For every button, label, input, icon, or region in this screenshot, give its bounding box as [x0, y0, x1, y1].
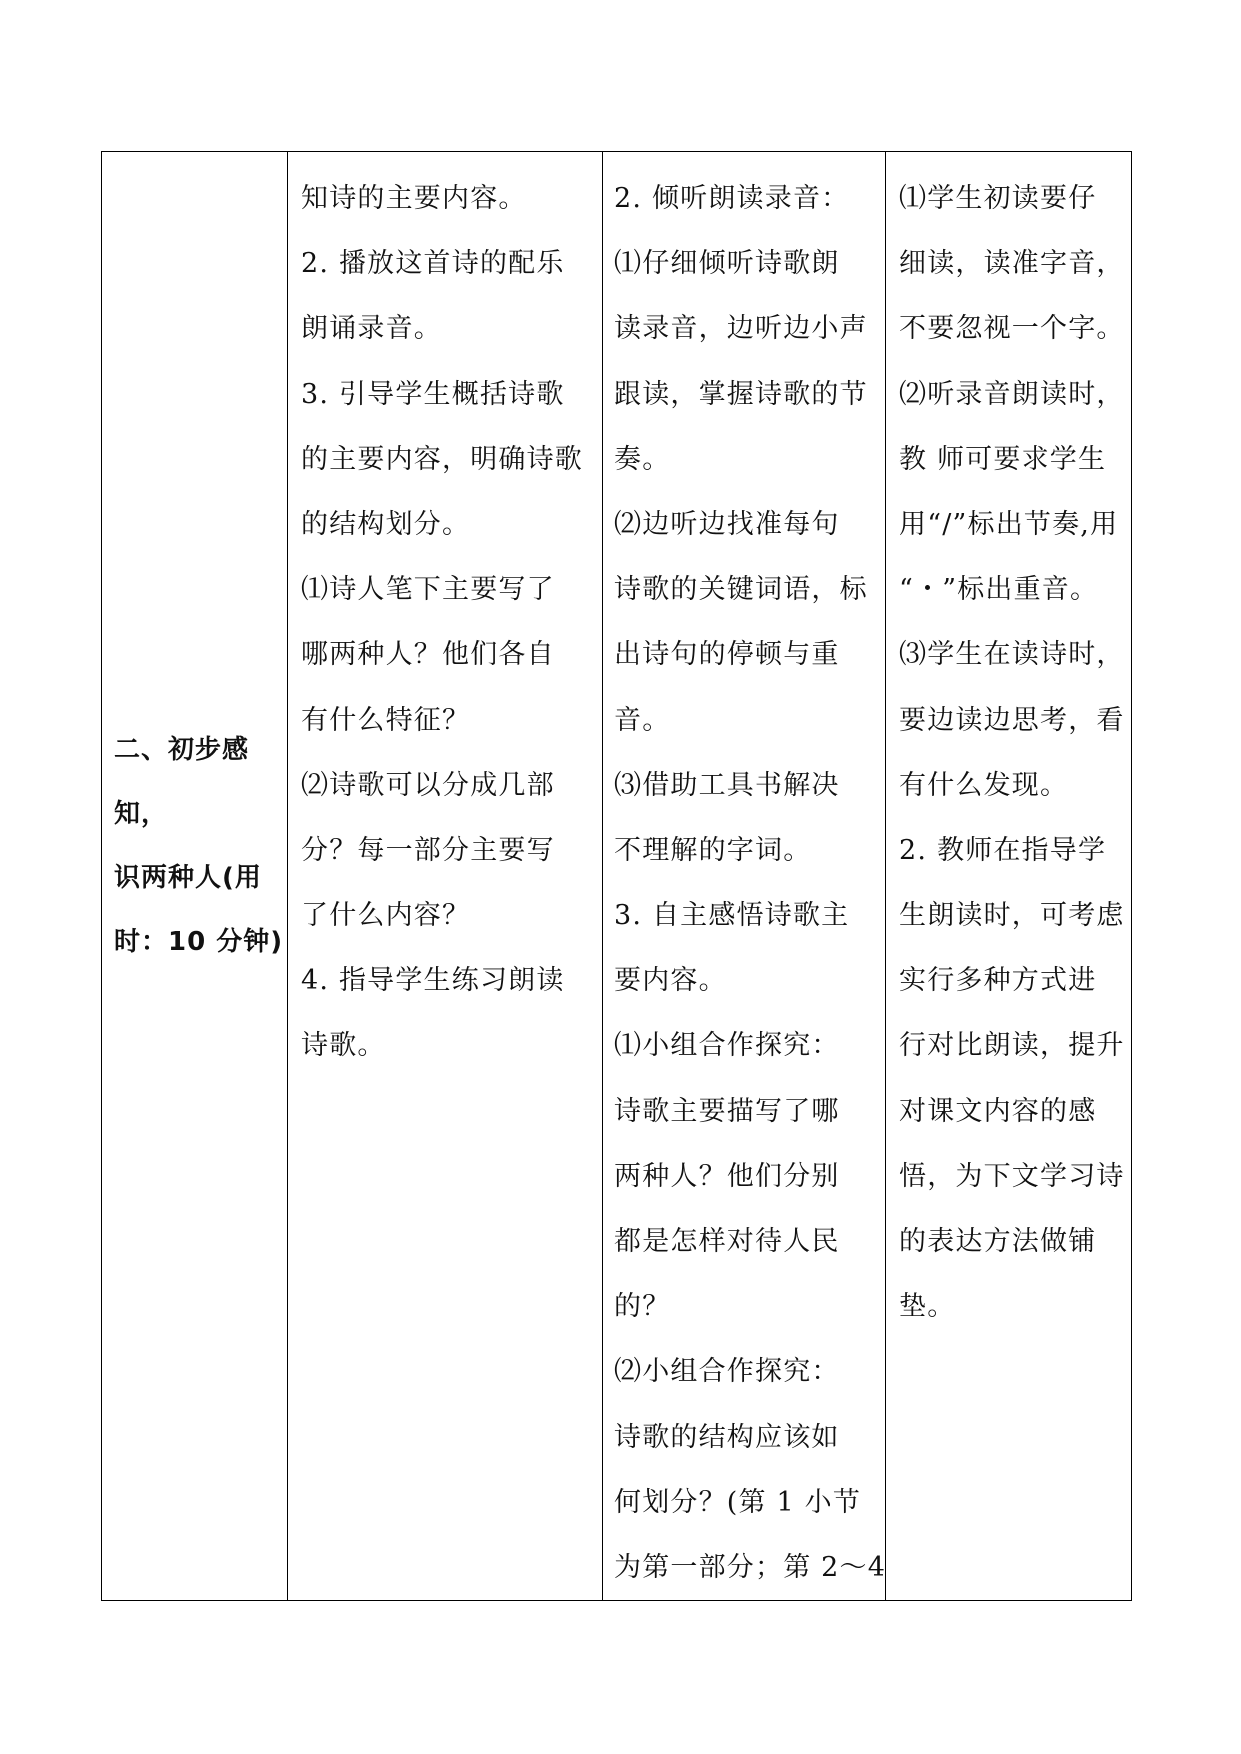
student-activity-text: [603, 152, 885, 1600]
text-line: ⑶学生在读诗时，: [899, 639, 1125, 671]
text-line: 了什么内容？: [301, 900, 471, 932]
text-line: 悟，为下文学习诗: [899, 1160, 1125, 1192]
text-line: 有什么发现。: [899, 769, 1069, 801]
table-row: [102, 152, 1132, 1601]
text-line: 诗歌。: [301, 1030, 386, 1062]
text-line: 分？每一部分主要写: [301, 834, 555, 866]
text-line: ⑴仔细倾听诗歌朗: [614, 248, 840, 280]
text-line: 4. 指导学生练习朗读: [301, 965, 565, 997]
text-line: 不理解的字词。: [614, 834, 812, 866]
text-line: ⑵小组合作探究：: [614, 1356, 840, 1388]
text-line: 何划分？(第 1 小节: [614, 1486, 862, 1518]
student-activity-cell: [603, 152, 886, 1601]
text-line: 两种人？他们分别: [614, 1160, 840, 1192]
section-title-line: 二、初步感知，: [114, 735, 250, 830]
notes-cell: [886, 152, 1132, 1601]
text-line: ⑵诗歌可以分成几部: [301, 769, 555, 801]
text-line: 用“/”标出节奏,用: [899, 508, 1119, 540]
text-line: 2. 倾听朗读录音：: [614, 183, 850, 214]
text-line: 诗歌的关键词语，标: [614, 574, 868, 606]
section-title-line: 时：10 分钟): [114, 927, 284, 958]
text-line: 2. 播放这首诗的配乐: [301, 248, 565, 280]
text-line: 的主要内容，明确诗歌: [301, 443, 583, 475]
text-line: ⑴诗人笔下主要写了: [301, 574, 555, 606]
text-line: 音。: [614, 704, 671, 736]
text-line: 不要忽视一个字。: [899, 313, 1125, 345]
text-line: 的表达方法做铺: [899, 1226, 1097, 1257]
teacher-activity-text: [288, 152, 602, 1079]
text-line: 朗诵录音。: [301, 313, 442, 345]
text-line: 3. 引导学生概括诗歌: [301, 378, 565, 410]
text-line: ⑶借助工具书解决: [614, 769, 840, 801]
text-line: 生朗读时，可考虑: [899, 900, 1125, 932]
text-line: 跟读，掌握诗歌的节: [614, 378, 868, 410]
text-line: 要边读边思考，看: [899, 704, 1125, 736]
text-line: 诗歌主要描写了哪: [614, 1095, 840, 1127]
text-line: 对课文内容的感: [899, 1095, 1097, 1127]
section-title-line: 识两种人(用: [114, 863, 262, 894]
text-line: 出诗句的停顿与重: [614, 639, 840, 671]
text-line: 都是怎样对待人民: [614, 1226, 840, 1257]
text-line: 读录音，边听边小声: [614, 313, 868, 345]
text-line: 哪两种人？他们各自: [301, 639, 555, 671]
text-line: 要内容。: [614, 965, 727, 997]
text-line: ⑵边听边找准每句: [614, 508, 840, 540]
text-line: ⑵听录音朗读时，: [899, 378, 1125, 410]
text-line: ⑴学生初读要仔: [899, 183, 1097, 214]
text-line: 为第一部分；第 2～4: [614, 1551, 887, 1583]
text-line: 3. 自主感悟诗歌主: [614, 900, 850, 932]
teacher-activity-cell: [288, 152, 603, 1601]
text-line: “・”标出重音。: [899, 574, 1099, 606]
lesson-plan-table: [101, 151, 1132, 1601]
text-line: 行对比朗读，提升: [899, 1030, 1125, 1062]
section-title-cell: [102, 152, 288, 1601]
text-line: 的结构划分。: [301, 508, 471, 540]
notes-text: [886, 152, 1131, 1339]
text-line: 有什么特征？: [301, 704, 471, 736]
text-line: 细读，读准字音，: [899, 248, 1125, 280]
text-line: 教 师可要求学生: [899, 443, 1107, 475]
text-line: 垫。: [899, 1291, 956, 1323]
text-line: 奏。: [614, 443, 671, 475]
text-line: 实行多种方式进: [899, 965, 1097, 997]
text-line: 诗歌的结构应该如: [614, 1421, 840, 1453]
text-line: 知诗的主要内容。: [301, 183, 527, 214]
text-line: 的？: [614, 1291, 671, 1323]
text-line: ⑴小组合作探究：: [614, 1030, 840, 1062]
text-line: 2. 教师在指导学: [899, 834, 1107, 866]
